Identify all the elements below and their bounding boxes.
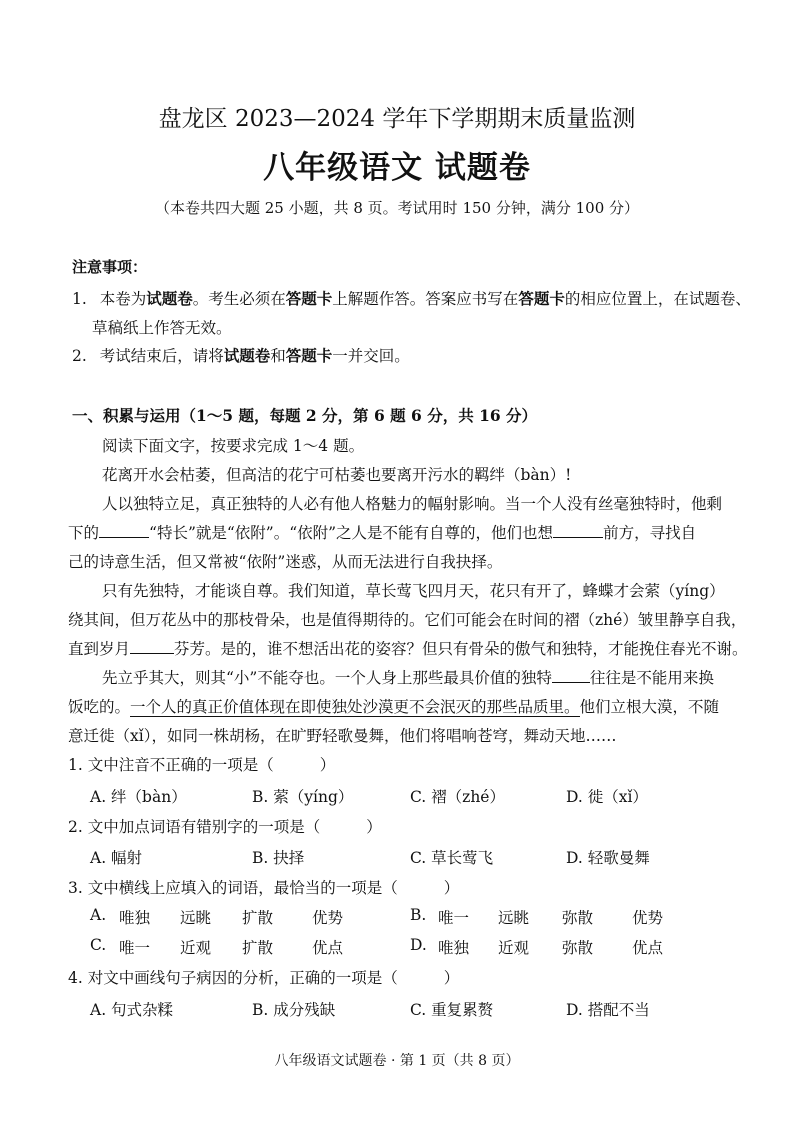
notice-heading: 注意事项：	[72, 258, 148, 276]
passage-para3-line3: 直到岁月 芬芳。是的，谁不想活出花的姿容？但只有骨朵的傲气和独特，才能挽住春光不谢。	[68, 637, 748, 659]
passage-para2-line1: 人以独特立足，真正独特的人必有他人格魅力的幅射影响。当一个人没有丝毫独特时，他剩	[102, 495, 723, 513]
question-1-option-a: A. 绊（bàn）	[90, 788, 187, 806]
question-3-option-b-word2: 远眺	[498, 909, 530, 927]
question-3-option-d-word4: 优点	[632, 939, 664, 957]
question-2-option-b: B. 抉择	[252, 849, 305, 867]
question-3-option-d-label: D.	[410, 936, 427, 954]
passage-para4-line2: 饭吃的。一个人的真正价值体现在即使独处沙漠更不会泯灭的那些品质里。他们立根大漠，不随	[68, 698, 720, 716]
exam-title-line2: 八年级语文 试题卷	[263, 150, 531, 186]
notice-item-1: 1. 本卷为试题卷。考生必须在答题卡上解题作答。答案应书写在答题卡的相应位置上，在试题卷、	[72, 289, 751, 308]
question-4-option-d: D. 搭配不当	[566, 1001, 650, 1019]
question-3-option-c-word1: 唯一	[119, 939, 151, 957]
page-footer: 八年级语文试题卷 · 第 1 页（共 8 页）	[274, 1053, 520, 1069]
blank-4	[552, 667, 590, 684]
question-4-option-c: C. 重复累赘	[410, 1001, 494, 1019]
passage-para3-line2: 绕其间，但万花丛中的那枝骨朵，也是值得期待的。它们可能会在时间的褶（zhé）皱里静享自我，	[68, 611, 747, 629]
question-3-option-a-label: A.	[90, 906, 107, 924]
question-3-stem: 3. 文中横线上应填入的词语，最恰当的一项是（ ）	[68, 879, 460, 897]
exam-subtitle: （本卷共四大题 25 小题，共 8 页。考试用时 150 分钟，满分 100 分）	[154, 199, 640, 217]
question-1-option-b: B. 萦（yíng）	[252, 788, 354, 806]
passage-para1: 花离开水会枯萎，但高洁的花宁可枯萎也要离开污水的羁绊（bàn）!	[102, 466, 572, 484]
question-3-option-c-word2: 近观	[180, 939, 212, 957]
passage-para4-line1: 先立乎其大，则其“小”不能夺也。一个人身上那些最具价值的独特 往往是不能用来换	[102, 666, 714, 688]
question-2-option-d: D. 轻歌曼舞	[566, 849, 650, 867]
exam-title-line1: 盘龙区 2023—2024 学年下学期期末质量监测	[158, 106, 636, 132]
question-3-option-c-word3: 扩散	[242, 939, 274, 957]
question-4-stem: 4. 对文中画线句子病因的分析，正确的一项是（ ）	[68, 969, 460, 987]
question-1-stem: 1. 文中注音不正确的一项是（ ）	[68, 756, 336, 774]
section1-heading: 一、积累与运用（1～5 题，每题 2 分，第 6 题 6 分，共 16 分）	[72, 406, 538, 425]
question-3-option-d-word2: 近观	[498, 939, 530, 957]
question-3-option-c-label: C.	[90, 936, 107, 954]
blank-1	[99, 522, 149, 539]
question-3-option-a-word4: 优势	[312, 909, 344, 927]
question-3-option-c-word4: 优点	[312, 939, 344, 957]
notice-item-2: 2. 考试结束后，请将试题卷和答题卡一并交回。	[72, 346, 410, 365]
question-3-option-b-word1: 唯一	[438, 909, 470, 927]
question-3-option-d-word3: 弥散	[562, 939, 594, 957]
passage-para2-line2: 下的 “特长”就是“依附”。“依附”之人是不能有自尊的，他们也想 前方，寻找自	[68, 521, 696, 543]
question-2-option-c: C. 草长莺飞	[410, 849, 494, 867]
passage-para3-line1: 只有先独特，才能谈自尊。我们知道，草长莺飞四月天，花只有开了，蜂蝶才会萦（yíng）	[102, 582, 725, 600]
blank-3	[130, 638, 174, 655]
section1-instruction: 阅读下面文字，按要求完成 1～4 题。	[102, 437, 365, 455]
question-3-option-a-word2: 远眺	[180, 909, 212, 927]
underlined-sentence: 一个人的真正价值体现在即使独处沙漠更不会泯灭的那些品质里。	[130, 698, 580, 716]
question-3-option-b-word3: 弥散	[562, 909, 594, 927]
question-3-option-b-label: B.	[410, 906, 427, 924]
blank-2	[553, 522, 603, 539]
passage-para4-line3: 意迁徙（xǐ），如同一株胡杨，在旷野轻歌曼舞，他们将唱响苍穹，舞动天地……	[68, 727, 617, 745]
question-2-option-a: A. 幅射	[90, 849, 143, 867]
question-3-option-a-word1: 唯独	[119, 909, 151, 927]
question-3-option-a-word3: 扩散	[242, 909, 274, 927]
question-1-option-d: D. 徙（xǐ）	[566, 788, 648, 806]
question-1-option-c: C. 褶（zhé）	[410, 788, 505, 806]
question-4-option-a: A. 句式杂糅	[90, 1001, 174, 1019]
question-3-option-d-word1: 唯独	[438, 939, 470, 957]
passage-para2-line3: 己的诗意生活，但又常被“依附”迷惑，从而无法进行自我抉择。	[68, 553, 503, 571]
notice-item-1-line2: 草稿纸上作答无效。	[92, 319, 232, 337]
question-4-option-b: B. 成分残缺	[252, 1001, 336, 1019]
question-3-option-b-word4: 优势	[632, 909, 664, 927]
question-2-stem: 2. 文中加点词语有错别字的一项是（ ）	[68, 818, 382, 836]
